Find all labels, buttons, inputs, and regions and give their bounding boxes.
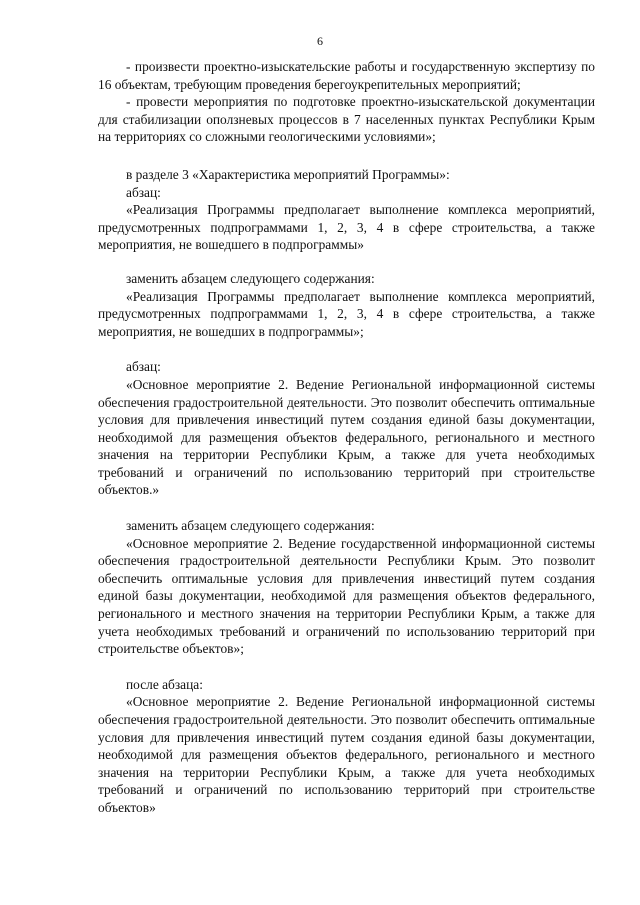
paragraph-label: абзац: [126, 184, 161, 200]
section-heading: в разделе 3 «Характеристика мероприятий Программы»: [126, 166, 450, 182]
page-number: 6 [317, 34, 323, 48]
quoted-paragraph: «Основное мероприятие 2. Ведение Региональной информационной системы обеспечения градостроительной деятельности. Это позволит обеспечить оптимальные условия для привлечения инвестиций путем создания единой базы документации, необходимой для размещения объектов федерального, регионального и местного значения на территории Республики Крым, а также для учета необходимых требований и ограничений по использованию территорий при строительстве объектов.» [98, 376, 595, 498]
replace-instruction: заменить абзацем следующего содержания: [126, 270, 375, 286]
paragraph-1: - произвести проектно-изыскательские работы и государственную экспертизу по 16 объектам, требующим проведения берегоукрепительных мероприятий; [98, 59, 595, 92]
quoted-paragraph: «Основное мероприятие 2. Ведение Региональной информационной системы обеспечения градостроительной деятельности. Это позволит обеспечить оптимальные условия для привлечения инвестиций путем создания единой базы документации, необходимой для размещения объектов федерального, регионального и местного значения на территории Республики Крым, а также для учета необходимых требований и ограничений по использованию территорий при строительстве объектов» [98, 694, 595, 815]
document-body [98, 58, 595, 817]
after-paragraph-instruction: после абзаца: [126, 676, 203, 692]
quoted-paragraph: «Основное мероприятие 2. Ведение государственной информационной системы обеспечения градостроительной деятельности Республики Крым. Это позволит обеспечить оптимальные условия для привлечения инвестиций путем создания единой базы документации, необходимой для размещения объектов федерального, регионального и местного значения на территории Республики Крым, а также для учета необходимых требований и ограничений по использованию территорий при строительстве объектов»; [98, 535, 595, 657]
paragraph-label: абзац: [126, 359, 161, 375]
quoted-paragraph: «Реализация Программы предполагает выполнение комплекса мероприятий, предусмотренных подпрограммами 1, 2, 3, 4 в сфере строительства, а также мероприятия, не вошедшего в подпрограммы» [98, 202, 595, 253]
replace-instruction: заменить абзацем следующего содержания: [126, 518, 375, 534]
quoted-paragraph: «Реализация Программы предполагает выполнение комплекса мероприятий, предусмотренных подпрограммами 1, 2, 3, 4 в сфере строительства, а также мероприятия, не вошедших в подпрограммы»; [98, 288, 595, 339]
paragraph-2: - провести мероприятия по подготовке проектно-изыскательской документации для стабилизации оползневых процессов в 7 населенных пунктах Республики Крым на территориях со сложными геологическими условиями»; [98, 94, 595, 145]
